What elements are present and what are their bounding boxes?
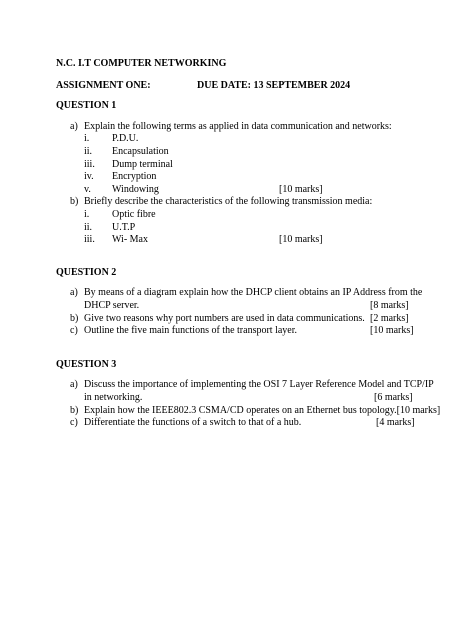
q1-a-item-text: Dump terminal [112, 159, 173, 170]
q1-b-item-text: Optic fibre [112, 209, 156, 220]
q1-a-marker: a) [70, 121, 78, 132]
due-date: DUE DATE: 13 SEPTEMBER 2024 [197, 80, 351, 91]
q1-b-marker: b) [70, 196, 79, 207]
q1-a-item-text: Encapsulation [112, 146, 169, 157]
question-2-heading: QUESTION 2 [56, 267, 117, 278]
q3-b-marker: b) [70, 405, 79, 416]
q1-a-item-num: iv. [84, 171, 94, 182]
q1-b-text: Briefly describe the characteristics of the following transmission media: [84, 196, 373, 207]
q1-a-item-num: v. [84, 184, 91, 195]
q2-a-marks: [8 marks] [370, 300, 409, 311]
q1-b-item-num: iii. [84, 234, 95, 245]
assignment-label: ASSIGNMENT ONE: [56, 80, 151, 91]
question-3-heading: QUESTION 3 [56, 359, 117, 370]
q1-a-item-text: Windowing [112, 184, 159, 195]
q1-a-text: Explain the following terms as applied in data communication and networks: [84, 121, 392, 132]
q1-b-item-text: Wi- Max [112, 234, 148, 245]
q1-b-item-text: U.T.P [112, 222, 136, 233]
q1-a-item-num: iii. [84, 159, 95, 170]
q1-a-item-text: Encryption [112, 171, 157, 182]
q2-c-marker: c) [70, 325, 78, 336]
q2-b-marker: b) [70, 313, 79, 324]
q3-c-marker: c) [70, 417, 78, 428]
q2-b-marks: [2 marks] [370, 313, 409, 324]
q3-a-marks: [6 marks] [374, 392, 413, 403]
q2-b-text: Give two reasons why port numbers are used in data communications. [84, 313, 365, 324]
q2-c-text: Outline the five main functions of the transport layer. [84, 325, 297, 336]
q1-a-item-num: ii. [84, 146, 93, 157]
q3-c-text: Differentiate the functions of a switch to that of a hub. [84, 417, 302, 428]
question-1-heading: QUESTION 1 [56, 100, 117, 111]
q3-a-text-line2: in networking. [84, 392, 143, 403]
q2-a-text-line1: By means of a diagram explain how the DHCP client obtains an IP Address from the [84, 287, 423, 298]
q1-b-item-num: ii. [84, 222, 93, 233]
q1-a-item-text: P.D.U. [112, 133, 139, 144]
q1-b-marks: [10 marks] [279, 234, 323, 245]
q3-b-text: Explain how the IEEE802.3 CSMA/CD operates on an Ethernet bus topology.[10 marks] [84, 405, 441, 416]
q3-c-marks: [4 marks] [376, 417, 415, 428]
q3-a-text-line1: Discuss the importance of implementing the OSI 7 Layer Reference Model and TCP/IP [84, 379, 434, 390]
q1-b-item-num: i. [84, 209, 90, 220]
q2-c-marks: [10 marks] [370, 325, 414, 336]
q1-a-marks: [10 marks] [279, 184, 323, 195]
q2-a-marker: a) [70, 287, 78, 298]
q1-a-item-num: i. [84, 133, 90, 144]
q2-a-text-line2: DHCP server. [84, 300, 140, 311]
course-title: N.C. I.T COMPUTER NETWORKING [56, 58, 227, 69]
q3-a-marker: a) [70, 379, 78, 390]
